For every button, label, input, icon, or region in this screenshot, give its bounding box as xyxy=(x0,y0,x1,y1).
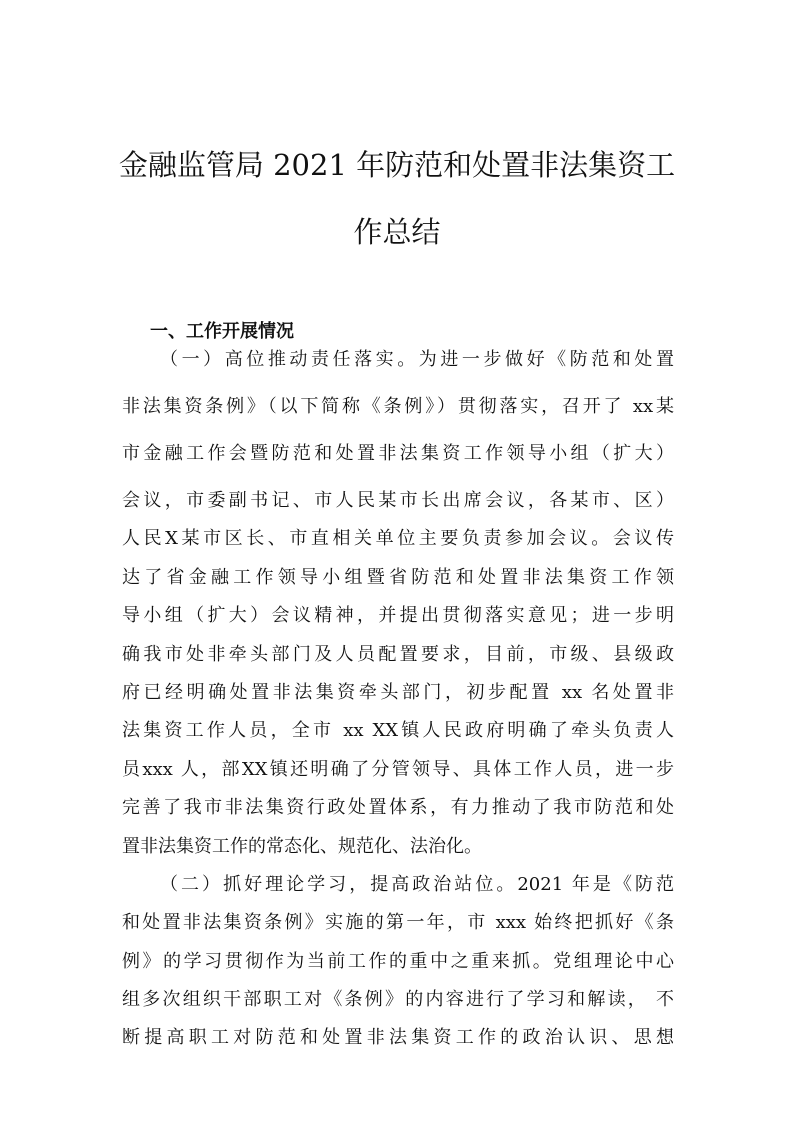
text-line: 和处置非法集资条例》实施的第一年，市 xxx 始终把抓好《条 xyxy=(122,912,674,934)
document-title-line-2: 作总结 xyxy=(353,215,441,249)
text-line: 市金融工作会暨防范和处置非法集资工作领导小组（扩大） xyxy=(122,443,674,464)
section-heading: 一、工作开展情况 xyxy=(150,321,294,342)
text-line: 断提高职工对防范和处置非法集资工作的政治认识、思想 xyxy=(122,1027,674,1049)
text-line: 确我市处非牵头部门及人员配置要求，目前，市级、县级政 xyxy=(122,643,674,665)
text-line: （二）抓好理论学习，提高政治站位。2021 年是《防范 xyxy=(160,873,674,895)
text-line: 例》的学习贯彻作为当前工作的重中之重来抓。党组理论中心 xyxy=(122,950,674,972)
text-line: 会议，市委副书记、市人民某市长出席会议，各某市、区） xyxy=(122,490,674,511)
text-line: 人民X某市区长、市直相关单位主要负责参加会议。会议传 xyxy=(122,528,674,550)
text-line: （一）高位推动责任落实。为进一步做好《防范和处置 xyxy=(160,349,674,370)
text-line: 置非法集资工作的常态化、规范化、法治化。 xyxy=(122,835,482,857)
text-line: 员xxx 人，部XX镇还明确了分管领导、具体工作人员，进一步 xyxy=(122,758,674,780)
text-line: 非法集资条例》（以下简称《条例》）贯彻落实，召开了 xx某 xyxy=(122,396,674,417)
text-line: 组多次组织干部职工对《条例》的内容进行了学习和解读， 不 xyxy=(122,989,674,1011)
body-text xyxy=(122,341,674,1058)
text-line: 法集资工作人员，全市 xx XX镇人民政府明确了牵头负责人 xyxy=(122,720,674,742)
text-line: 达了省金融工作领导小组暨省防范和处置非法集资工作领 xyxy=(122,566,674,588)
text-line: 导小组（扩大）会议精神，并提出贯彻落实意见；进一步明 xyxy=(122,605,674,627)
text-line: 府已经明确处置非法集资牵头部门，初步配置 xx 名处置非 xyxy=(122,681,674,703)
document-title-line-1: 金融监管局 2021 年防范和处置非法集资工 xyxy=(118,148,676,182)
text-line: 完善了我市非法集资行政处置体系，有力推动了我市防范和处 xyxy=(122,797,674,819)
